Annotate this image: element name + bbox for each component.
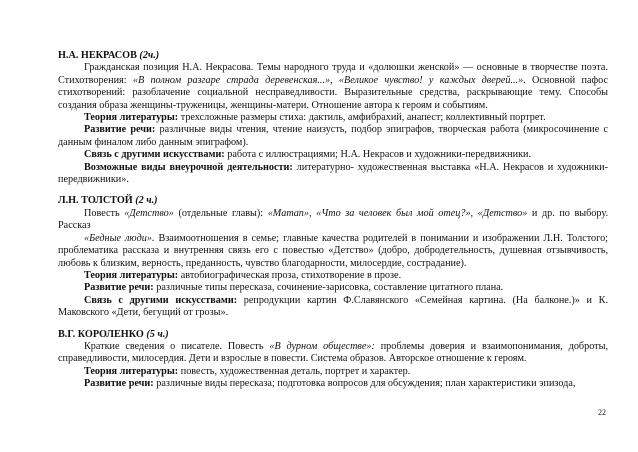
tolstoy-arts [58,295,608,320]
text-run: Взаимоотношения в семье; главные качества родителей в понимании и изображении Л.Н. Толстого; проблематика рассказа и внутренняя связь его с повестью «Детство» (добро, добродетельность, душевная отзывчивость, любовь к близким, верность, преданность, чувство благодарности, милосердие, сострадание). [58,232,608,269]
text-run: (отдельные главы): [173,207,268,219]
speech-text: различные виды чтения, чтение наизусть, подбор эпиграфов, творческая работа (микросочинение с данным финалом либо данным эпиграфом). [58,124,609,148]
speech-label: Развитие речи: [84,378,154,390]
document-page [58,50,608,391]
section-heading-korolenko [58,329,608,341]
poem-titles: «В полном разгаре страда деревенская...», «Великое чувство! у каждых дверей...». [132,74,526,86]
arts-label: Связь с другими искусствами: [84,149,225,161]
tolstoy-story-paragraph [58,233,608,270]
arts-text: репродукции картин Ф.Славянского «Семейная картина. (На балконе.)» и К. Маковского «Дети, бегущий от грозы». [58,294,608,319]
work-title: «Детство» [124,207,174,219]
speech-text: различные виды пересказа; подготовка вопросов для обсуждения; план характеристики эпизода, [153,378,576,390]
nekrasov-extracurricular [58,162,608,187]
author-name: Л.Н. ТОЛСТОЙ [58,195,133,207]
text-run: проблемы доверия и взаимопонимания, доброты, справедливости, милосердия. Дети и взрослые в повести. Система образов. Авторское отношение к героям. [58,340,608,365]
page-number: 22 [598,408,606,417]
work-title: «В дурном обществе»: [269,340,375,352]
tolstoy-intro-paragraph [58,208,608,233]
nekrasov-speech [58,124,608,149]
theory-label: Теория литературы: [84,269,179,281]
text-run: Основной пафос стихотворений: разоблачение социальной несправедливости. Выразительные средства, раскрывающие тему. Способы создания образа женщины-труженицы, женщины-матери. Отношение автора к героям и событиям. [58,74,608,111]
nekrasov-intro-paragraph [58,62,608,112]
theory-text: трехсложные размеры стиха: дактиль, амфибрахий, анапест; коллективный портрет. [178,112,546,124]
hours-count: (5 ч.) [146,328,169,340]
hours-count: (2 ч.) [135,195,158,207]
text-run: и др. по выбору. Рассказ [58,207,608,232]
text-run: Гражданская позиция Н.А. Некрасова. Темы народного труда и «долюшки женской» — основные в творчестве поэта. Стихотворения: [58,62,608,86]
nekrasov-theory [58,112,608,124]
extracurricular-text: литературно- художественная выставка «Н.А. Некрасов и художники-передвижники». [58,161,608,186]
arts-text: работа с иллюстрациями; Н.А. Некрасов и художники-передвижники. [224,149,532,161]
text-run: Краткие сведения о писателе. Повесть [84,340,270,352]
hours-count: (2ч.) [139,50,160,61]
tolstoy-theory [58,270,608,282]
section-heading-tolstoy [58,195,608,207]
text-run: Повесть [84,207,125,219]
author-name: В.Г. КОРОЛЕНКО [58,328,144,340]
korolenko-intro-paragraph [58,341,608,366]
story-title: «Бедные люди». [84,232,155,244]
author-name: Н.А. НЕКРАСОВ [58,50,137,61]
theory-text: повесть, художественная деталь, портрет и характер. [178,365,411,377]
section-heading-nekrasov [58,50,608,62]
speech-text: различные типы пересказа, сочинение-зарисовка, составление цитатного плана. [153,282,504,294]
theory-label: Теория литературы: [84,365,179,377]
chapter-titles: «Maman», «Что за человек был мой отец?», «Детство» [267,207,528,219]
tolstoy-speech [58,282,608,294]
nekrasov-arts [58,149,608,161]
extracurricular-label: Возможные виды внеурочной деятельности: [84,161,293,173]
speech-label: Развитие речи: [84,282,154,294]
speech-label: Развитие речи: [84,124,156,136]
theory-label: Теория литературы: [84,112,179,124]
arts-label: Связь с другими искусствами: [84,294,238,306]
korolenko-speech [58,378,608,390]
theory-text: автобиографическая проза, стихотворение в прозе. [178,269,402,281]
korolenko-theory [58,366,608,378]
